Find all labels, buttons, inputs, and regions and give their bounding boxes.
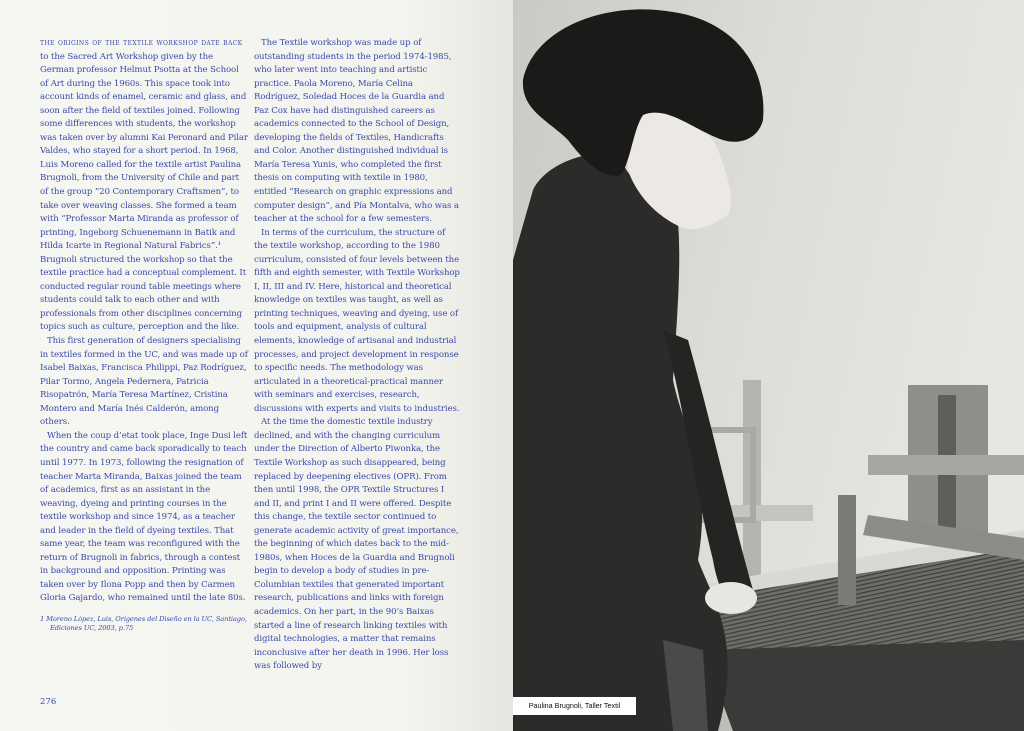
woman-hand — [705, 582, 757, 614]
loom-base — [703, 640, 1024, 731]
paragraph: In terms of the curriculum, the structure of the textile workshop, according to the 1980 curriculum, consisted of four levels between the fifth and eighth semester, with Textile Workshop I, II, III and IV. Here, historical and theoretical knowledge on textiles was taught, as well as printing techniques, weaving and dyeing, use of tools and equipment, analysis of cultural elements, knowledge of artisanal and industrial processes, and project development in response to specific needs. The methodology was articulated in a theoretical-practical manner with seminars and exercises, research, discussions with experts and visits to industries. — [254, 227, 460, 414]
loom-post-front — [838, 495, 856, 605]
paragraph — [40, 37, 248, 335]
footnote: 1 Moreno López, Luis, Orígenes del Diseño en la UC, Santiago, Ediciones UC, 2003, p.75 — [40, 614, 247, 633]
paragraph: When the coup d’etat took place, Inge Dusi left the country and came back sporadically to teach until 1977. In 1973, following the resignation of teacher Marta Miranda, Baixas joined the team of academics, first as an assistant in the weaving, dyeing and printing courses in the textile workshop and since 1974, as a teacher and leader in the field of dyeing textiles. That same year, the team was reconfigured with the return of Brugnoli in fabrics, through a contest in background and opposition. Printing was taken over by Ilona Popp and then by Carmen Gloria Gajardo, who remained until the late 80s. — [40, 430, 248, 604]
paragraph: The Textile workshop was made up of outstanding students in the period 1974-1985, who later went into teaching and artistic practice. Paola Moreno, María Celina Rodríguez, Soledad Hoces de la Guardia and Paz Cox have had distinguished careers as academics connected to the School of Design, developing the fields of Textiles, Handicrafts and Color. Another distinguished individual is María Teresa Yunis, who completed the first thesis on computing with textile in 1980, entitled “Research on graphic expressions and computer design”, and Pía Montalva, who was a teacher at the school for a few semesters. — [254, 38, 459, 225]
text-column-1 — [40, 37, 248, 634]
photograph — [513, 0, 1024, 731]
right-page — [513, 0, 1024, 731]
lead-in-smallcaps: the origins of the textile workshop date back — [40, 38, 243, 48]
background-loom — [868, 455, 1024, 475]
paragraph: At the time the domestic textile industry declined, and with the changing curriculum under the Direction of Alberto Piwonka, the Textile Workshop as such disappeared, being replaced by deepening electives (OPR). From then until 1998, the OPR Textile Structures I and II, and print I and II were offered. Despite this change, the textile sector continued to generate academic activity of great importance, the beginning of which dates back to the mid-1980s, when Hoces de la Guardia and Brugnoli begin to develop a body of studies in pre-Columbian textiles that generated important research, publications and links with foreign academics. On her part, in the 90’s Baixas started a line of research linking textiles with digital technologies, a matter that remains inconclusive after her death in 1996. Her loss was followed by — [254, 417, 459, 672]
paragraph: This first generation of designers specialising in textiles formed in the UC, and was made up of Isabel Baixas, Francisca Philippi, Paz Rodríguez, Pilar Tormo, Angela Pedernera, Patricia Risopatrón, María Teresa Martínez, Cristina Montero and María Inés Calderón, among others. — [40, 336, 248, 428]
photo-caption: Paulina Brugnoli, Taller Textil — [513, 697, 636, 715]
text-column-2 — [254, 37, 460, 674]
page-number: 276 — [40, 697, 57, 707]
paragraph-body: to the Sacred Art Workshop given by the German professor Helmut Psotta at the School of Art during the 1960s. This space took into account kinds of enamel, ceramic and glass, and soon after the field of textiles joined. Following some differences with students, the workshop was taken over by alumni Kai Peronard and Pilar Valdes, who stayed for a short period. In 1968, Luis Moreno called for the textile artist Paulina Brugnoli, from the University of Chile and part of the group “20 Contemporary Craftsmen”, to take over weaving classes. She formed a team with “Professor Marta Miranda as professor of printing, Ingeborg Schuenemann in Batik and Hilda Icarte in Regional Natural Fabrics”.¹ Brugnoli structured the workshop so that the textile practice had a conceptual complement. It conducted regular round table meetings where students could talk to each other and with professionals from other disciplines concerning topics such as culture, perception and the like. — [40, 51, 248, 333]
